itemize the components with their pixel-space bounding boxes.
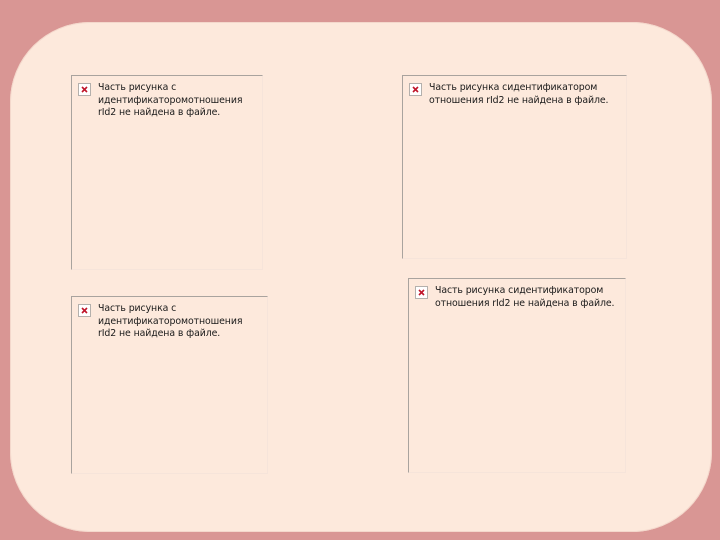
slide-panel [10, 22, 712, 532]
image-placeholder-bottom-right [408, 278, 626, 473]
missing-image-message: Часть рисунка сидентификатором отношения rId2 не найдена в файле. [435, 285, 615, 309]
missing-image-message: Часть рисунка сидентификатором отношения rId2 не найдена в файле. [429, 82, 609, 106]
missing-image-message: Часть рисунка с идентификаторомотношения rId2 не найдена в файле. [98, 82, 243, 118]
broken-image-icon [415, 286, 428, 299]
image-placeholder-top-right [402, 75, 627, 259]
image-placeholder-bottom-left [71, 296, 268, 474]
image-placeholder-top-left [71, 75, 263, 270]
broken-image-icon [78, 83, 91, 96]
broken-image-icon [409, 83, 422, 96]
broken-image-icon [78, 304, 91, 317]
missing-image-message: Часть рисунка с идентификаторомотношения rId2 не найдена в файле. [98, 303, 243, 339]
